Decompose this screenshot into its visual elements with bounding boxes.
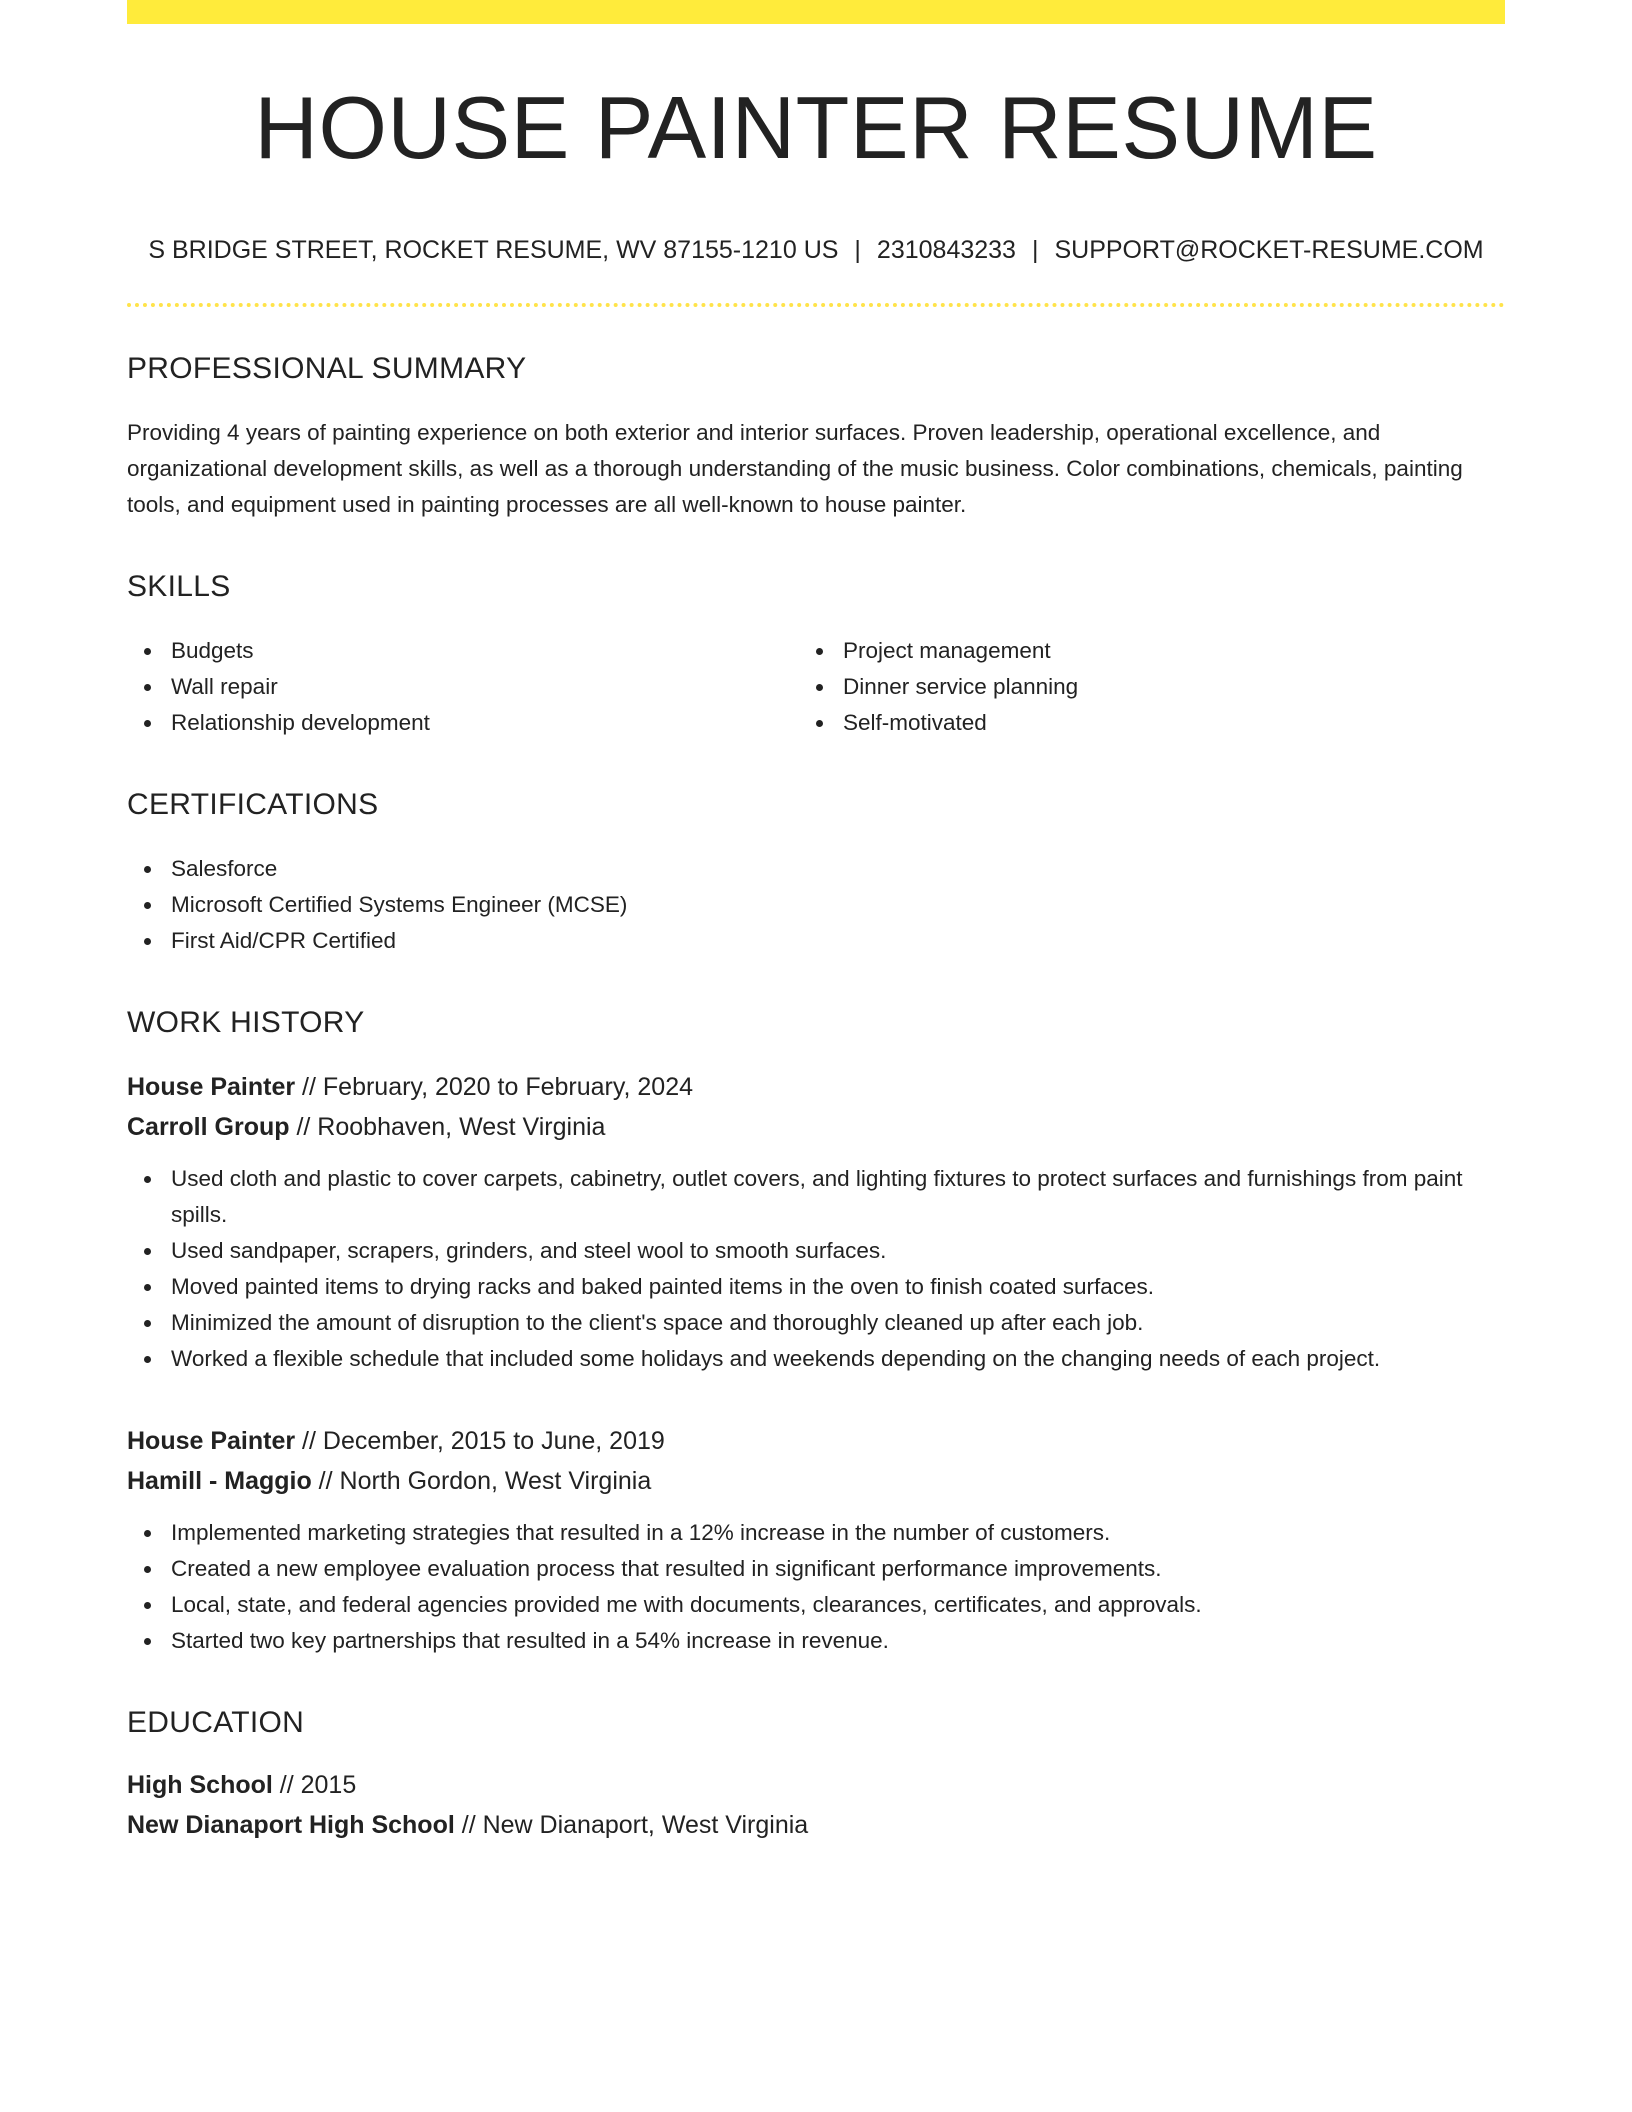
- job-duty-item: Minimized the amount of disruption to the client's space and thoroughly cleaned up after each job.: [171, 1305, 1505, 1341]
- skill-item: Relationship development: [171, 705, 799, 741]
- job-entry: [127, 1421, 1505, 1659]
- resume-title: HOUSE PAINTER RESUME: [254, 78, 1378, 177]
- job-duties-list: [127, 1161, 1505, 1377]
- job-company-line: [127, 1461, 1505, 1501]
- education-degree-line: [127, 1765, 1505, 1805]
- job-duty-item: Implemented marketing strategies that resulted in a 12% increase in the number of customers.: [171, 1515, 1505, 1551]
- work-history-heading: WORK HISTORY: [127, 1005, 365, 1039]
- summary-text: Providing 4 years of painting experience on both exterior and interior surfaces. Proven leadership, operational excellence, and organizational development skills, as well as a thorough understanding of the music business. Color combinations, chemicals, painting tools, and equipment used in painting processes are all well-known to house painter.: [127, 419, 1463, 517]
- contact-line: [127, 235, 1505, 265]
- job-location: // Roobhaven, West Virginia: [289, 1112, 606, 1141]
- job-duty-item: Moved painted items to drying racks and baked painted items in the oven to finish coated surfaces.: [171, 1269, 1505, 1305]
- certification-item: Microsoft Certified Systems Engineer (MCSE): [171, 887, 1505, 923]
- job-company: Carroll Group: [127, 1112, 290, 1141]
- certifications-list: [127, 851, 1505, 959]
- skills-list-right: [799, 633, 1543, 741]
- contact-separator: |: [1031, 235, 1039, 264]
- skills-grid: [127, 633, 1505, 741]
- job-title-line: [127, 1421, 1505, 1461]
- skills-list-left: [127, 633, 799, 741]
- job-duties-list: [127, 1515, 1505, 1659]
- certification-item: Salesforce: [171, 851, 1505, 887]
- job-entry: [127, 1067, 1505, 1377]
- job-duty-item: Started two key partnerships that resulted in a 54% increase in revenue.: [171, 1623, 1505, 1659]
- job-dates: // February, 2020 to February, 2024: [295, 1072, 694, 1101]
- contact-address: S BRIDGE STREET, ROCKET RESUME, WV 87155-1210 US: [148, 235, 839, 264]
- certification-item: First Aid/CPR Certified: [171, 923, 1505, 959]
- skill-item: Budgets: [171, 633, 799, 669]
- job-duty-item: Created a new employee evaluation process that resulted in significant performance improvements.: [171, 1551, 1505, 1587]
- accent-top-bar: [127, 0, 1505, 24]
- skill-item: Self-motivated: [843, 705, 1543, 741]
- dotted-divider: [127, 303, 1505, 307]
- certifications-heading: CERTIFICATIONS: [127, 787, 379, 821]
- job-location: // North Gordon, West Virginia: [311, 1466, 652, 1495]
- job-title-line: [127, 1067, 1505, 1107]
- job-title: House Painter: [127, 1426, 296, 1455]
- education-year: // 2015: [272, 1770, 357, 1799]
- skills-heading: SKILLS: [127, 569, 231, 603]
- education-degree: High School: [127, 1770, 273, 1799]
- job-duty-item: Used cloth and plastic to cover carpets, cabinetry, outlet covers, and lighting fixtures to protect surfaces and furnishings from paint spills.: [171, 1161, 1505, 1233]
- job-dates: // December, 2015 to June, 2019: [295, 1426, 665, 1455]
- contact-phone: 2310843233: [876, 235, 1016, 264]
- skill-item: Wall repair: [171, 669, 799, 705]
- education-school: New Dianaport High School: [127, 1810, 455, 1839]
- job-company-line: [127, 1107, 1505, 1147]
- resume-page: [127, 0, 1505, 1845]
- job-title: House Painter: [127, 1072, 296, 1101]
- education-location: // New Dianaport, West Virginia: [454, 1810, 809, 1839]
- skill-item: Project management: [843, 633, 1543, 669]
- job-duty-item: Local, state, and federal agencies provided me with documents, clearances, certificates, and approvals.: [171, 1587, 1505, 1623]
- education-entry: [127, 1765, 1505, 1845]
- job-duty-item: Used sandpaper, scrapers, grinders, and steel wool to smooth surfaces.: [171, 1233, 1505, 1269]
- summary-heading: PROFESSIONAL SUMMARY: [127, 351, 527, 385]
- job-duty-item: Worked a flexible schedule that included some holidays and weekends depending on the changing needs of each project.: [171, 1341, 1505, 1377]
- job-company: Hamill - Maggio: [127, 1466, 312, 1495]
- contact-email[interactable]: SUPPORT@ROCKET-RESUME.COM: [1054, 235, 1484, 264]
- contact-separator: |: [854, 235, 861, 264]
- skill-item: Dinner service planning: [843, 669, 1543, 705]
- education-heading: EDUCATION: [127, 1705, 305, 1739]
- education-school-line: [127, 1805, 1505, 1845]
